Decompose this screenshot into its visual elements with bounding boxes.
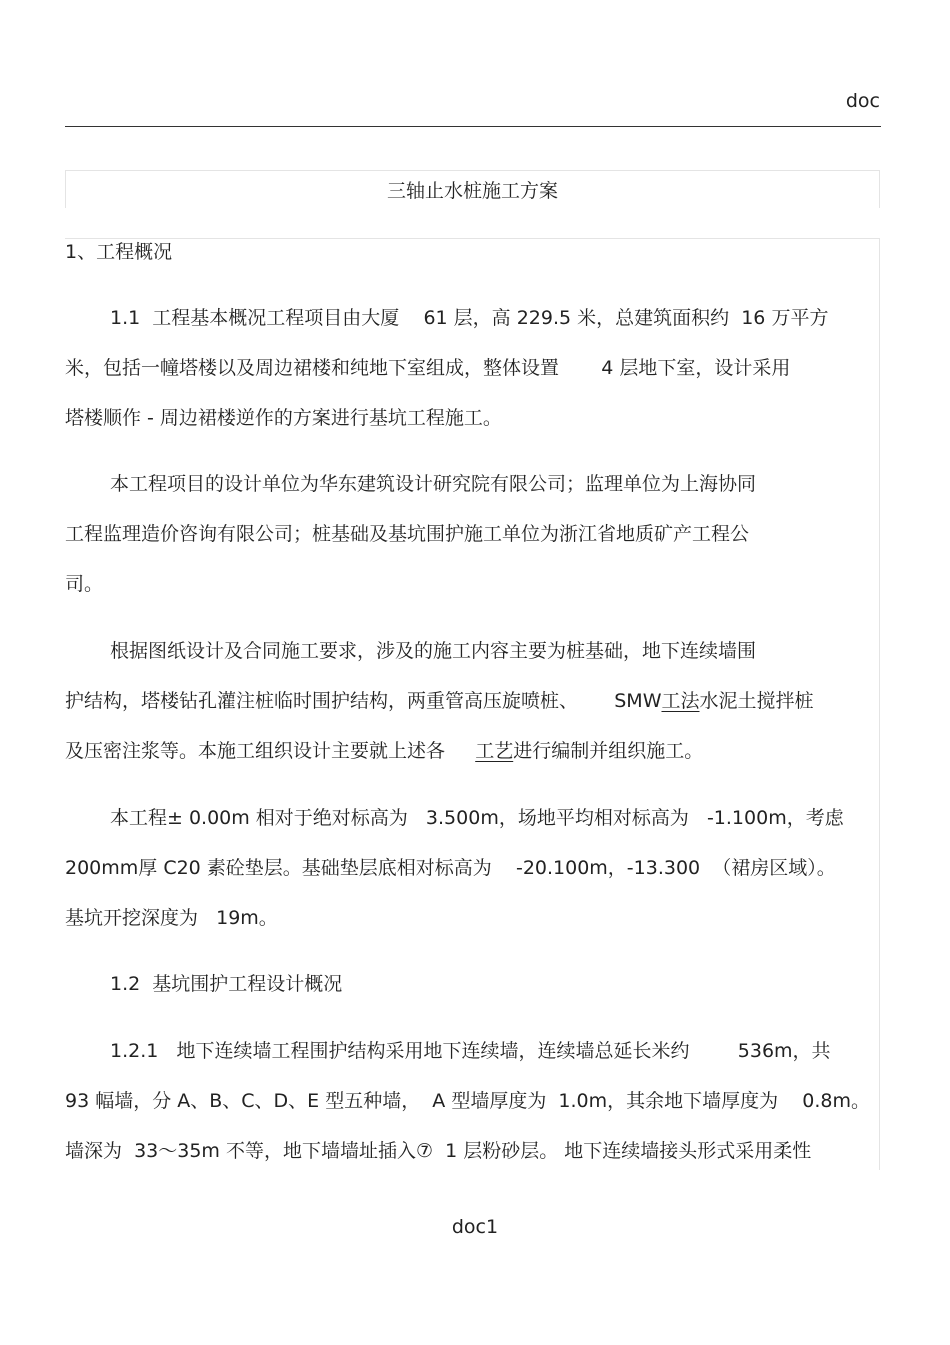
- underlined-term-gongyi: 工艺: [475, 740, 514, 762]
- title-box: [65, 170, 880, 208]
- paragraph-2-line-1: 本工程项目的设计单位为华东建筑设计研究院有限公司；监理单位为上海协同: [110, 473, 757, 495]
- section-heading-1: 1、工程概况: [65, 241, 173, 263]
- underlined-term-gongfa: 工法: [661, 690, 700, 712]
- paragraph-5-line-1: 1.2.1 地下连续墙工程围护结构采用地下连续墙，连续墙总延长米约 536m，共: [110, 1040, 831, 1062]
- paragraph-2-line-2: 工程监理造价咨询有限公司；桩基础及基坑围护施工单位为浙江省地质矿产工程公: [65, 523, 750, 545]
- paragraph-2-line-3: 司。: [65, 573, 104, 595]
- footer-label: doc1: [451, 1216, 499, 1238]
- paragraph-3-line-2-tail: 水泥土搅拌桩: [699, 690, 814, 712]
- document-title: 三轴止水桩施工方案: [386, 180, 558, 202]
- paragraph-4-line-1: 本工程± 0.00m 相对于绝对标高为 3.500m，场地平均相对标高为 -1.100m，考虑: [110, 807, 844, 829]
- paragraph-3-line-2-text: 护结构，塔楼钻孔灌注桩临时围护结构，两重管高压旋喷桩、 SMW: [65, 690, 662, 712]
- paragraph-5-line-2: 93 幅墙，分 A、B、C、D、E 型五种墙， A 型墙厚度为 1.0m，其余地下墙厚度为 0.8m。: [65, 1090, 871, 1112]
- paragraph-4-line-3: 基坑开挖深度为 19m。: [65, 907, 278, 929]
- paragraph-1-line-1: 1.1 工程基本概况工程项目由大厦 61 层，高 229.5 米，总建筑面积约 16 万平方: [110, 307, 829, 329]
- paragraph-3-line-3: [65, 739, 703, 763]
- paragraph-3-line-3-tail: 进行编制并组织施工。: [513, 740, 704, 762]
- paragraph-3-line-1: 根据图纸设计及合同施工要求，涉及的施工内容主要为桩基础，地下连续墙围: [110, 640, 757, 662]
- paragraph-5-line-3: 墙深为 33～35m 不等，地下墙墙址插入⑦ 1 层粉砂层。 地下连续墙接头形式采用柔性: [65, 1140, 812, 1162]
- paragraph-1-line-3: 塔楼顺作 - 周边裙楼逆作的方案进行基坑工程施工。: [65, 407, 502, 429]
- paragraph-3-line-3-text: 及压密注浆等。本施工组织设计主要就上述各: [65, 740, 476, 762]
- header-rule: [65, 126, 881, 127]
- paragraph-3-line-2: [65, 689, 814, 713]
- section-heading-1-2: 1.2 基坑围护工程设计概况: [110, 973, 343, 995]
- paragraph-4-line-2: 200mm厚 C20 素砼垫层。基础垫层底相对标高为 -20.100m，-13.300 （裙房区域）。: [65, 857, 836, 879]
- paragraph-1-line-2: 米，包括一幢塔楼以及周边裙楼和纯地下室组成，整体设置 4 层地下室，设计采用: [65, 357, 791, 379]
- header-label: doc: [845, 90, 880, 112]
